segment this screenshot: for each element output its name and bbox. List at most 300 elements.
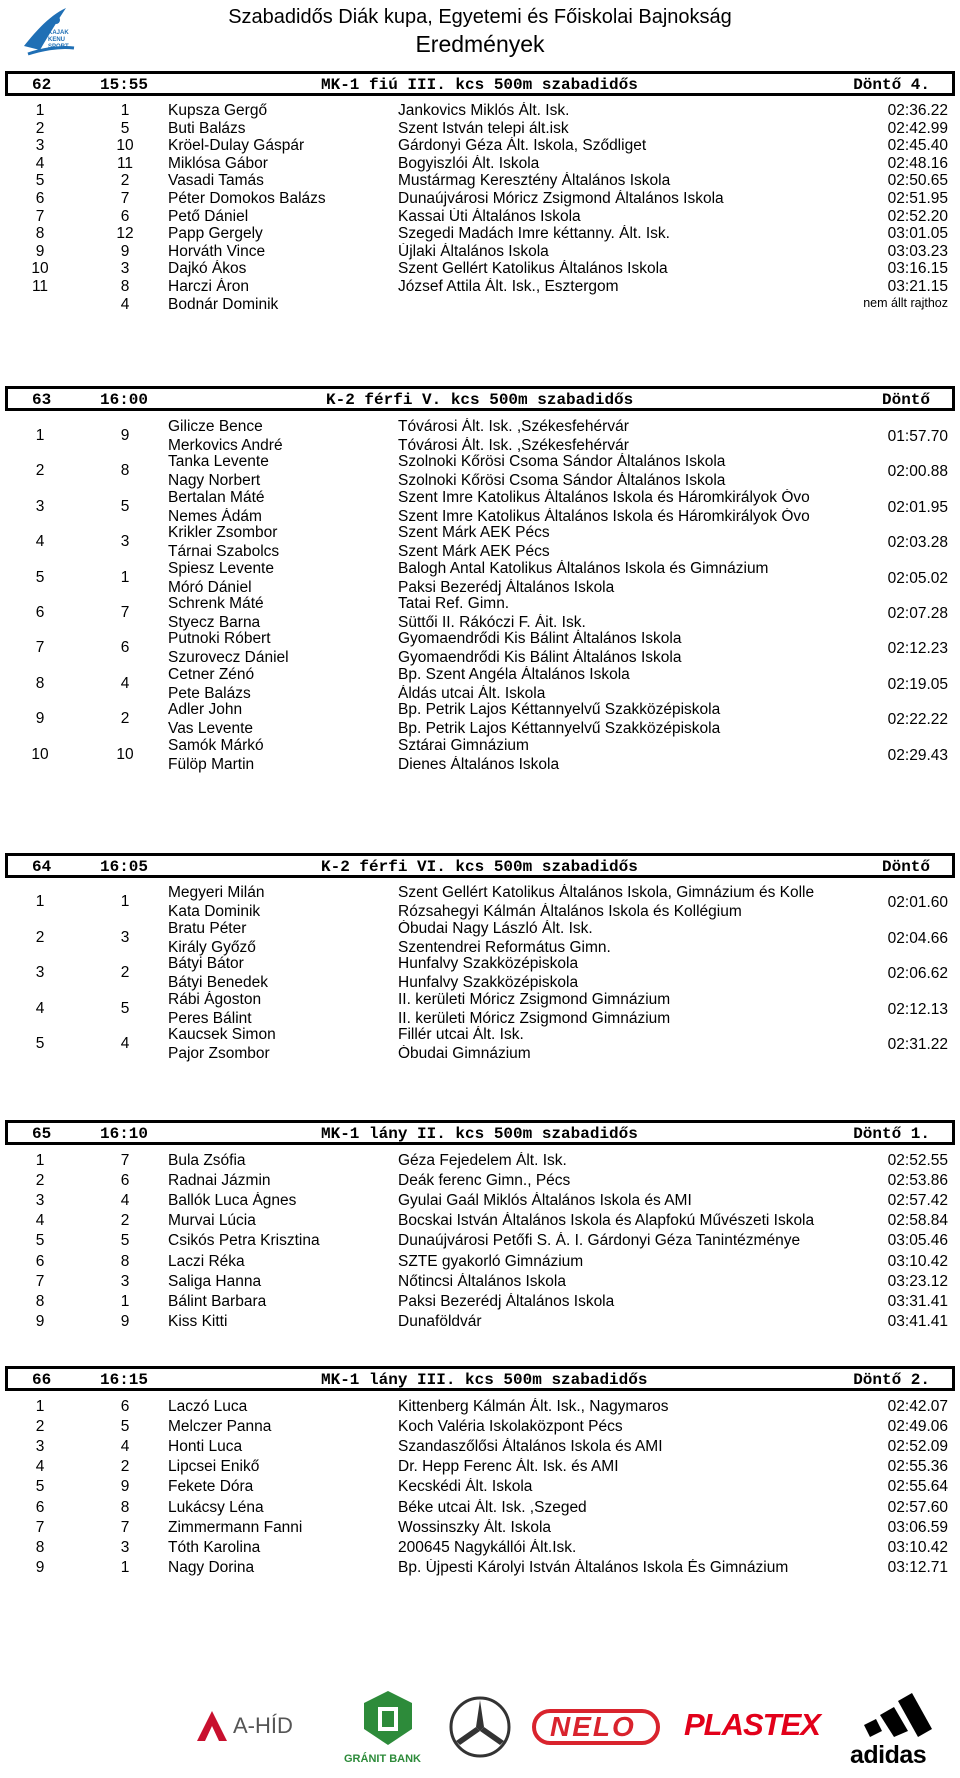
club-name: Paksi Bezerédj Általános Iskola <box>398 578 615 596</box>
result-place: 2 <box>35 928 45 946</box>
club-name: Szent Márk AEK Pécs <box>398 524 550 542</box>
club-name: Deák ferenc Gimn., Pécs <box>398 1172 571 1190</box>
ahid-text: A-HÍD <box>233 1713 293 1738</box>
club-name: Újlaki Általános Iskola <box>398 242 549 260</box>
result-lane: 8 <box>120 462 130 480</box>
race-stage: Döntő 4. <box>853 76 930 94</box>
club-name: Gyulai Gaál Miklós Általános Iskola és AMI <box>398 1192 692 1210</box>
result-lane: 4 <box>120 674 130 692</box>
athlete-name: Péter Domokos Balázs <box>168 190 326 207</box>
result-row <box>0 278 960 296</box>
club-name: Nőtincsi Általános Iskola <box>398 1272 566 1290</box>
result-lane: 9 <box>120 1312 130 1330</box>
result-time: 02:52.55 <box>887 1152 948 1169</box>
result-place: 4 <box>35 533 45 551</box>
result-time: 02:36.22 <box>887 102 948 119</box>
club-name: Balogh Antal Katolikus Általános Iskola és Gimnázium <box>398 559 769 577</box>
result-place: 1 <box>35 1152 45 1169</box>
result-row <box>0 120 960 138</box>
athlete-name: Király Győző <box>168 938 256 956</box>
result-time: 03:10.42 <box>887 1538 948 1556</box>
result-place: 5 <box>35 1478 45 1496</box>
athlete-name: Kröel-Dulay Gáspár <box>168 137 305 155</box>
result-time: 02:52.09 <box>887 1438 948 1456</box>
ahid-logo <box>195 1707 300 1747</box>
result-row-pair <box>0 453 960 489</box>
result-row <box>0 1192 960 1210</box>
svg-text:KAJAK: KAJAK <box>48 30 69 36</box>
result-lane: 1 <box>120 1292 130 1310</box>
granit-bank-text: GRÁNIT BANK <box>344 1753 421 1765</box>
result-time: 02:05.02 <box>887 569 948 587</box>
club-name: Kittenberg Kálmán Ált. Isk., Nagymaros <box>398 1398 669 1415</box>
result-row <box>0 1499 960 1517</box>
race-header <box>5 1120 955 1145</box>
result-lane: 5 <box>120 119 130 137</box>
result-row <box>0 1232 960 1250</box>
svg-text:KENU: KENU <box>48 37 66 43</box>
athlete-name: Honti Luca <box>168 1438 243 1456</box>
result-lane: 3 <box>120 533 130 551</box>
result-lane: 1 <box>120 893 130 910</box>
athlete-name: Pető Dániel <box>168 207 249 225</box>
athlete-name: Murvai Lúcia <box>168 1212 256 1230</box>
result-lane: 7 <box>120 1518 130 1536</box>
athlete-name: Lipcsei Enikő <box>168 1458 260 1476</box>
result-time: 02:19.05 <box>887 675 948 693</box>
race-number: 66 <box>32 1371 52 1389</box>
athlete-name: Kaucsek Simon <box>168 1026 276 1043</box>
result-time: 02:51.95 <box>887 190 948 207</box>
race-event: K-2 férfi V. kcs 500m szabadidős <box>326 391 634 409</box>
race-number: 62 <box>32 76 52 94</box>
result-lane: 7 <box>120 1152 130 1169</box>
athlete-name: Bátyi Benedek <box>168 974 268 991</box>
club-name: Kassai Úti Általános Iskola <box>398 207 581 225</box>
result-lane: 6 <box>120 207 130 225</box>
athlete-name: Cetner Zénó <box>168 665 255 683</box>
club-name: Hunfalvy Szakközépiskola <box>398 974 579 991</box>
result-place: 3 <box>35 497 45 515</box>
athlete-name: Bratu Péter <box>168 919 247 937</box>
result-row <box>0 102 960 120</box>
club-name: Szolnoki Kőrösi Csoma Sándor Általános Iskola <box>398 453 726 471</box>
club-name: Paksi Bezerédj Általános Iskola <box>398 1292 615 1310</box>
result-time: 02:29.43 <box>887 746 948 764</box>
club-name: 200645 Nagykállói Ált.Isk. <box>398 1538 577 1556</box>
result-time: 02:42.07 <box>887 1398 948 1415</box>
result-lane: 7 <box>120 604 130 621</box>
club-name: Gárdonyi Géza Ált. Iskola, Sződliget <box>398 137 647 155</box>
result-lane: 10 <box>116 745 134 763</box>
club-name: Bp. Petrik Lajos Kéttannyelvű Szakközépiskola <box>398 701 721 719</box>
club-name: Óbudai Gimnázium <box>398 1045 531 1062</box>
result-row-pair <box>0 920 960 956</box>
result-place: 11 <box>31 278 49 295</box>
athlete-name: Dajkó Ákos <box>168 260 247 278</box>
result-time: 02:52.20 <box>887 207 948 225</box>
athlete-name: Zimmermann Fanni <box>168 1518 303 1536</box>
club-name: Tóvárosi Ált. Isk. ,Székesfehérvár <box>398 418 629 435</box>
result-lane: 9 <box>120 1478 130 1496</box>
club-name: Gyomaendrődi Kis Bálint Általános Iskola <box>398 649 682 667</box>
result-row <box>0 1458 960 1476</box>
result-lane: 2 <box>120 710 130 728</box>
result-place: 3 <box>35 964 45 981</box>
club-name: Gyomaendrődi Kis Bálint Általános Iskola <box>398 630 682 648</box>
result-place: 4 <box>35 154 45 172</box>
athlete-name: Vas Levente <box>168 720 254 738</box>
result-row-pair <box>0 630 960 666</box>
result-time: 03:41.41 <box>887 1312 948 1330</box>
race-event: MK-1 fiú III. kcs 500m szabadidős <box>321 76 638 94</box>
race-stage: Döntő 2. <box>853 1371 930 1389</box>
club-name: Bocskai István Általános Iskola és Alapfokú Művészeti Iskola <box>398 1212 815 1230</box>
result-lane: 11 <box>116 154 134 172</box>
club-name: Koch Valéria Iskolaközpont Pécs <box>398 1418 623 1436</box>
mercedes-logo <box>448 1695 514 1761</box>
athlete-name: Nagy Norbert <box>168 472 261 490</box>
result-lane: 9 <box>120 242 130 260</box>
athlete-name: Krikler Zsombor <box>168 524 278 542</box>
club-name: Sztárai Gimnázium <box>398 736 529 754</box>
result-place: 8 <box>35 1538 45 1556</box>
result-time: 02:45.40 <box>887 137 948 155</box>
result-time: 03:06.59 <box>887 1518 948 1536</box>
result-row <box>0 1559 960 1577</box>
race-header <box>5 1366 955 1391</box>
club-name: Jankovics Miklós Ált. Isk. <box>398 102 570 119</box>
athlete-name: Schrenk Máté <box>168 595 264 612</box>
club-name: Rózsahegyi Kálmán Általános Iskola és Kollégium <box>398 903 742 920</box>
result-row <box>0 260 960 278</box>
club-name: Dienes Általános Iskola <box>398 755 560 773</box>
result-place: 5 <box>35 1035 45 1052</box>
result-row <box>0 1172 960 1190</box>
result-row <box>0 1212 960 1230</box>
result-time: 02:12.13 <box>887 1000 948 1018</box>
result-lane: 8 <box>120 1252 130 1270</box>
athlete-name: Bátyi Bátor <box>168 955 244 972</box>
result-place: 10 <box>31 260 49 278</box>
athlete-name: Vasadi Tamás <box>168 172 264 190</box>
result-lane: 5 <box>120 999 130 1017</box>
result-time: 02:22.22 <box>887 711 948 729</box>
adidas-text: adidas <box>850 1741 927 1769</box>
race-number: 63 <box>32 391 52 409</box>
athlete-name: Putnoki Róbert <box>168 630 271 648</box>
result-time: 02:58.84 <box>887 1212 948 1230</box>
result-lane: 2 <box>120 1458 130 1476</box>
result-row-pair <box>0 884 960 920</box>
result-row <box>0 208 960 226</box>
result-time: 02:01.95 <box>887 498 948 516</box>
result-place: 6 <box>35 1498 45 1516</box>
athlete-name: Megyeri Milán <box>168 884 265 901</box>
result-time: 02:06.62 <box>887 965 948 982</box>
athlete-name: Rábi Ágoston <box>168 990 262 1008</box>
club-name: Szent Gellért Katolikus Általános Iskola <box>398 260 668 278</box>
club-name: Tatai Ref. Gimn. <box>398 595 510 612</box>
result-place: 6 <box>35 190 45 207</box>
svg-text:SPORT: SPORT <box>48 44 69 50</box>
result-place: 3 <box>35 1192 45 1210</box>
result-place: 7 <box>35 1272 45 1290</box>
athlete-name: Miklósa Gábor <box>168 154 268 172</box>
race-time: 16:10 <box>100 1125 149 1143</box>
athlete-name: Tanka Levente <box>168 453 269 471</box>
result-row-pair <box>0 1026 960 1062</box>
club-name: Szent Imre Katolikus Általános Iskola és Háromkirályok Óvo <box>398 488 810 506</box>
result-row <box>0 225 960 243</box>
athlete-name: Kupsza Gergő <box>168 102 268 119</box>
athlete-name: Laczó Luca <box>168 1398 248 1415</box>
result-place: 1 <box>35 427 45 444</box>
plastex-text: PLASTEX <box>684 1707 820 1742</box>
result-time: 03:05.46 <box>887 1232 948 1250</box>
athlete-name: Gilicze Bence <box>168 418 263 435</box>
result-row-pair <box>0 595 960 631</box>
race-time: 16:05 <box>100 858 149 876</box>
result-time: 03:23.12 <box>887 1272 948 1290</box>
granit-bank-logo <box>338 1685 438 1775</box>
race-number: 65 <box>32 1125 52 1143</box>
club-name: Béke utcai Ált. Isk. ,Szeged <box>398 1498 587 1516</box>
result-place: 3 <box>35 137 45 155</box>
result-lane: 3 <box>120 928 130 946</box>
result-time: 02:00.88 <box>887 463 948 481</box>
club-name: Dunaújvárosi Petőfi S. Á. I. Gárdonyi Géza Tanintézménye <box>398 1232 801 1250</box>
result-place: 6 <box>35 1252 45 1270</box>
result-row-pair <box>0 991 960 1027</box>
result-time: 03:12.71 <box>887 1558 948 1576</box>
result-place: 7 <box>35 207 45 225</box>
club-name: Dunaföldvár <box>398 1312 482 1330</box>
result-row <box>0 155 960 173</box>
result-lane: 1 <box>120 102 130 119</box>
result-place: 6 <box>35 604 45 621</box>
club-name: Bp. Újpesti Károlyi István Általános Iskola És Gimnázium <box>398 1558 789 1576</box>
result-time: 02:01.60 <box>887 894 948 911</box>
athlete-name: Nemes Ádám <box>168 507 262 525</box>
club-name: Géza Fejedelem Ált. Isk. <box>398 1152 567 1169</box>
club-name: Süttői II. Rákóczi F. Áit. Isk. <box>398 614 586 631</box>
club-name: Dunaújvárosi Móricz Zsigmond Általános Iskola <box>398 190 724 207</box>
race-stage: Döntő <box>881 858 930 876</box>
result-lane: 6 <box>120 1398 130 1415</box>
result-time: 02:49.06 <box>887 1418 948 1436</box>
club-name: Dr. Hepp Ferenc Ált. Isk. és AMI <box>398 1458 619 1476</box>
adidas-logo <box>848 1685 948 1775</box>
result-lane: 9 <box>120 427 130 444</box>
result-time: 03:10.42 <box>887 1252 948 1270</box>
athlete-name: Peres Bálint <box>168 1009 252 1027</box>
athlete-name: Saliga Hanna <box>168 1272 262 1290</box>
athlete-name: Nagy Dorina <box>168 1558 255 1576</box>
result-place: 4 <box>35 1212 45 1230</box>
athlete-name: Radnai Jázmin <box>168 1172 271 1190</box>
athlete-name: Tárnai Szabolcs <box>168 543 280 561</box>
race-event: K-2 férfi VI. kcs 500m szabadidős <box>321 858 638 876</box>
result-place: 8 <box>35 674 45 692</box>
club-name: Bogyiszlói Ált. Iskola <box>398 154 540 172</box>
result-time: 02:50.65 <box>887 172 948 190</box>
result-place: 10 <box>31 745 49 763</box>
result-place: 4 <box>35 1458 45 1476</box>
plastex-logo <box>684 1707 829 1747</box>
athlete-name: Papp Gergely <box>168 225 263 243</box>
result-lane: 12 <box>116 225 134 243</box>
result-row <box>0 1273 960 1291</box>
club-name: Szent Imre Katolikus Általános Iskola és Háromkirályok Óvo <box>398 507 810 525</box>
result-row-pair <box>0 701 960 737</box>
race-time: 16:15 <box>100 1371 149 1389</box>
result-row <box>0 1519 960 1537</box>
result-lane: 3 <box>120 260 130 278</box>
result-place: 8 <box>35 225 45 243</box>
result-row <box>0 1313 960 1331</box>
result-row <box>0 1418 960 1436</box>
result-lane: 3 <box>120 1538 130 1556</box>
result-row-pair <box>0 489 960 525</box>
result-lane: 5 <box>120 497 130 515</box>
race-event: MK-1 lány III. kcs 500m szabadidős <box>321 1371 648 1389</box>
result-row <box>0 1253 960 1271</box>
result-lane: 6 <box>120 639 130 657</box>
club-name: Szandaszőlősi Általános Iskola és AMI <box>398 1438 663 1456</box>
athlete-name: Pete Balázs <box>168 684 251 702</box>
result-lane: 7 <box>120 190 130 207</box>
result-lane: 3 <box>120 1272 130 1290</box>
page-header <box>0 0 960 70</box>
result-row-pair <box>0 955 960 991</box>
athlete-name: Tóth Karolina <box>168 1538 261 1556</box>
athlete-name: Lukácsy Léna <box>168 1498 264 1516</box>
result-time: 03:31.41 <box>887 1292 948 1310</box>
club-name: Szent Márk AEK Pécs <box>398 543 550 561</box>
club-name: József Attila Ált. Isk., Esztergom <box>398 278 619 295</box>
athlete-name: Adler John <box>168 701 243 719</box>
did-not-start-note: nem állt rajthoz <box>863 295 948 310</box>
result-row-pair <box>0 524 960 560</box>
result-place: 2 <box>35 1418 45 1436</box>
club-name: Kecskédi Ált. Iskola <box>398 1478 533 1496</box>
result-time: 03:03.23 <box>887 242 948 260</box>
club-name: Óbudai Nagy László Ált. Isk. <box>398 919 593 937</box>
result-place: 5 <box>35 568 45 586</box>
athlete-name: Styecz Barna <box>168 614 261 631</box>
athlete-name: Pajor Zsombor <box>168 1045 270 1062</box>
athlete-name: Melczer Panna <box>168 1418 272 1436</box>
athlete-name: Spiesz Levente <box>168 559 274 577</box>
result-place: 1 <box>35 893 45 910</box>
result-lane: 6 <box>120 1172 130 1190</box>
result-row <box>0 1539 960 1557</box>
result-time: 03:01.05 <box>887 225 948 243</box>
result-lane: 4 <box>120 1035 130 1052</box>
athlete-name: Fülöp Martin <box>168 755 255 773</box>
sponsor-logos <box>0 1685 960 1778</box>
athlete-name: Merkovics André <box>168 437 283 454</box>
race-event: MK-1 lány II. kcs 500m szabadidős <box>321 1125 638 1143</box>
result-place: 2 <box>35 462 45 480</box>
result-lane: 8 <box>120 1498 130 1516</box>
result-lane: 1 <box>120 568 130 586</box>
result-time: 02:55.64 <box>887 1478 948 1496</box>
result-time: 02:03.28 <box>887 534 948 552</box>
result-row <box>0 190 960 208</box>
result-lane: 4 <box>120 1438 130 1456</box>
result-place: 7 <box>35 639 45 657</box>
athlete-name: Fekete Dóra <box>168 1478 254 1496</box>
club-name: II. kerületi Móricz Zsigmond Gimnázium <box>398 990 671 1008</box>
club-name: Wossinszky Ált. Iskola <box>398 1518 552 1536</box>
result-lane: 2 <box>120 964 130 981</box>
result-place: 9 <box>35 710 45 728</box>
result-lane: 1 <box>120 1558 130 1576</box>
result-row <box>0 296 960 314</box>
result-row <box>0 1438 960 1456</box>
race-stage: Döntő <box>881 391 930 409</box>
result-row <box>0 172 960 190</box>
result-lane: 4 <box>120 1192 130 1210</box>
result-place: 4 <box>35 999 45 1017</box>
result-lane: 2 <box>120 172 130 190</box>
club-name: Szolnoki Kőrösi Csoma Sándor Általános Iskola <box>398 472 726 490</box>
result-time: 02:42.99 <box>887 119 948 137</box>
result-time: 03:16.15 <box>887 260 948 278</box>
club-name: Szent Gellért Katolikus Általános Iskola, Gimnázium és Kolle <box>398 884 815 901</box>
result-row <box>0 243 960 261</box>
result-place: 1 <box>35 102 45 119</box>
result-row <box>0 137 960 155</box>
result-lane: 2 <box>120 1212 130 1230</box>
club-name: Hunfalvy Szakközépiskola <box>398 955 579 972</box>
athlete-name: Harczi Áron <box>168 278 249 295</box>
result-row <box>0 1398 960 1416</box>
result-row-pair <box>0 560 960 596</box>
result-place: 5 <box>35 172 45 190</box>
athlete-name: Csikós Petra Krisztina <box>168 1232 320 1250</box>
athlete-name: Móró Dániel <box>168 578 252 596</box>
result-lane: 8 <box>120 278 130 295</box>
race-header <box>5 71 955 96</box>
athlete-name: Samók Márkó <box>168 736 264 754</box>
result-place: 8 <box>35 1292 45 1310</box>
result-place: 9 <box>35 242 45 260</box>
result-row <box>0 1152 960 1170</box>
page-subtitle: Eredmények <box>415 31 545 57</box>
race-stage: Döntő 1. <box>853 1125 930 1143</box>
page-title: Szabadidős Diák kupa, Egyetemi és Főiskolai Bajnokság <box>228 6 732 28</box>
result-row <box>0 1293 960 1311</box>
result-row-pair <box>0 666 960 702</box>
club-name: Bp. Szent Angéla Általános Iskola <box>398 665 630 683</box>
athlete-name: Laczi Réka <box>168 1252 245 1270</box>
result-place: 7 <box>35 1518 45 1536</box>
result-time: 02:07.28 <box>887 605 948 622</box>
result-place: 2 <box>35 1172 45 1190</box>
athlete-name: Bertalan Máté <box>168 488 265 506</box>
result-place: 9 <box>35 1312 45 1330</box>
result-time: 01:57.70 <box>887 428 948 445</box>
athlete-name: Bodnár Dominik <box>168 295 279 313</box>
result-lane: 5 <box>120 1418 130 1436</box>
race-time: 16:00 <box>100 391 149 409</box>
result-time: 02:04.66 <box>887 929 948 947</box>
race-number: 64 <box>32 858 52 876</box>
race-header <box>5 853 955 878</box>
